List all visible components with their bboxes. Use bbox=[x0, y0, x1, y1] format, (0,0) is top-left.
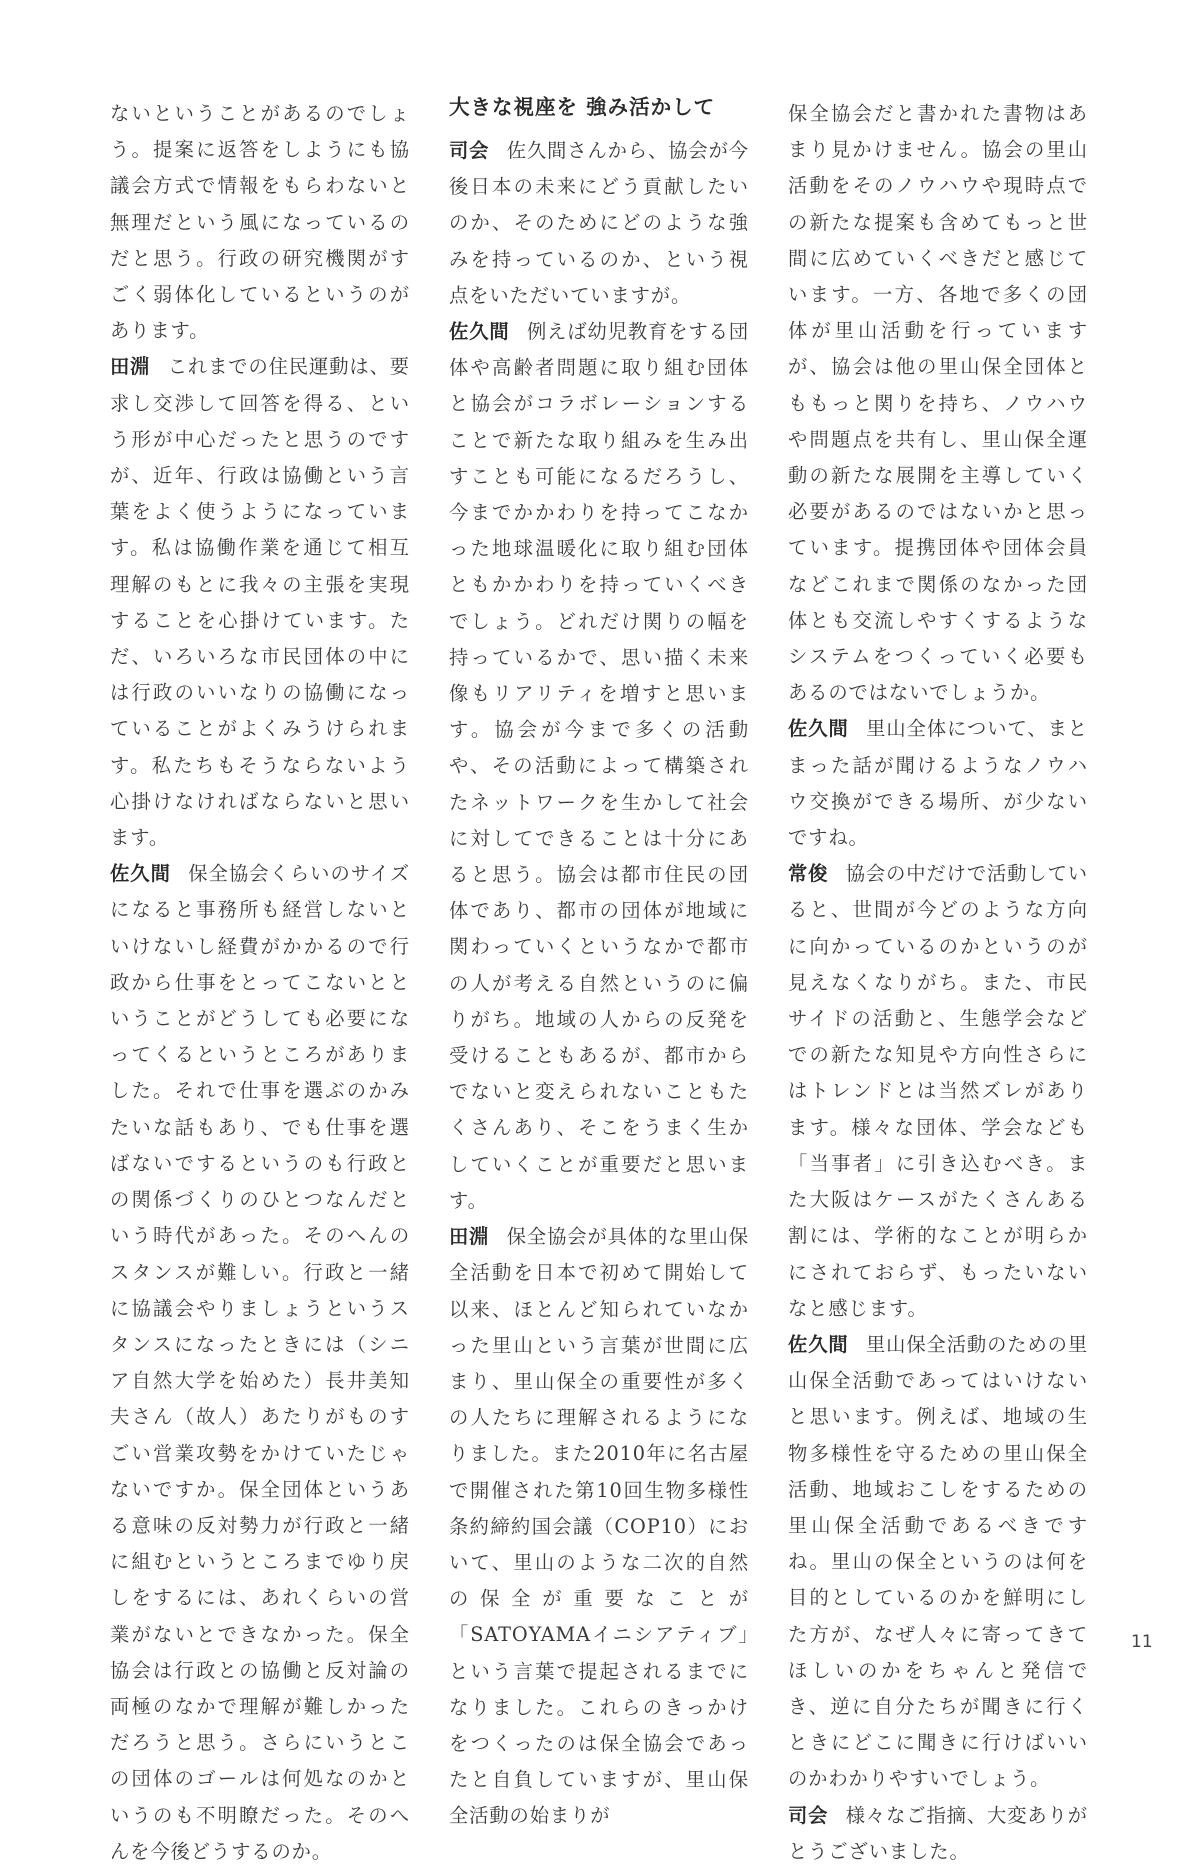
paragraph-text: 保全協会だと書かれた書物はあまり見かけません。協会の里山活動をそのノウハウや現時点での新たな提案も含めてもっと世間に広めていくべきだと感じています。一方、各地で多くの団体が里山活動を行っていますが、協会は他の里山保全団体とももっと関りを持ち、ノウハウや問題点を共有し、里山保全運動の新たな展開を主導していく必要があるのではないかと思っています。提携団体や団体会員などこれまで関係のなかった団体とも交流しやすくするようなシステムをつくっていく必要もあるのではないでしょうか。 bbox=[788, 102, 1088, 705]
paragraph bbox=[449, 314, 749, 1219]
paragraph-text: 佐久間さんから、協会が今後日本の未来にどう貢献したいのか、そのためにどのような強みを持っているのか、という視点をいただいていますが。 bbox=[449, 139, 749, 307]
paragraph bbox=[110, 96, 410, 349]
paragraph bbox=[110, 349, 410, 856]
paragraph-text: 例えば幼児教育をする団体や高齢者問題に取り組む団体と協会がコラボレーションすることで新たな取り組みを生み出すことも可能になるだろうし、今までかかわりを持ってこなかった地球温暖化に取り組む団体ともかかわりを持っていくべきでしょう。どれだけ関りの幅を持っているかで、思い描く未来像もリアリティを増すと思います。協会が今まで多くの活動や、その活動によって構築されたネットワークを生かして社会に対してできることは十分にあると思う。協会は都市住民の団体であり、都市の団体が地域に関わっていくというなかで都市の人が考える自然というのに偏りがち。地域の人からの反発を受けることもあるが、都市からでないと変えられないこともたくさんあり、そこをうまく生かしていくことが重要だと思います。 bbox=[449, 320, 750, 1212]
paragraph-text: 協会の中だけで活動していると、世間が今どのような方向に向かっているのかというのが見えなくなりがち。また、市民サイドの活動と、生態学会などでの新たな知見や方向性さらにはトレンドとは当然ズレがあります。様々な団体、学会なども「当事者」に引き込むべき。また大阪はケースがたくさんある割には、学術的なことが明らかにされておらず、もったいないなと感じます。 bbox=[788, 862, 1088, 1320]
section-heading: 大きな視座を 強み活かして bbox=[449, 95, 716, 119]
paragraph-text: 保全協会が具体的な里山保全活動を日本で初めて開始して以来、ほとんど知られていなかった里山という言葉が世間に広まり、里山保全の重要性が多くの人たちに理解されるようになりました。また2010年に名古屋で開催された第10回生物多様性条約締約国会議（COP10）において、里山のような二次的自然の保全が重要なことが「SATOYAMAイニシアティブ」という言葉で提起されるまでになりました。これらのきっかけをつくったのは保全協会であったと自負していますが、里山保全活動の始まりが bbox=[449, 1225, 749, 1828]
paragraph bbox=[110, 856, 410, 1870]
speaker-name: 佐久間 bbox=[449, 320, 510, 344]
paragraph-text: ないということがあるのでしょう。提案に返答をしようにも協議会方式で情報をもらわないと無理だという風になっているのだと思う。行政の研究機関がすごく弱体化しているというのがあります。 bbox=[110, 102, 410, 343]
speaker-name: 司会 bbox=[449, 139, 490, 162]
paragraph bbox=[788, 1798, 1088, 1870]
page-number: 11 bbox=[1131, 1632, 1153, 1652]
speaker-name: 司会 bbox=[788, 1803, 829, 1827]
speaker-name: 田淵 bbox=[110, 355, 151, 379]
paragraph-text: 里山全体について、まとまった話が聞けるようなノウハウ交換ができる場所、が少ないですね。 bbox=[788, 717, 1088, 850]
text-column-3 bbox=[788, 96, 1088, 1870]
speaker-name: 常俊 bbox=[788, 862, 829, 886]
paragraph bbox=[788, 1327, 1088, 1798]
paragraph bbox=[788, 711, 1088, 856]
speaker-name: 田淵 bbox=[449, 1225, 490, 1249]
paragraph bbox=[449, 1219, 749, 1834]
paragraph-text: これまでの住民運動は、要求し交渉して回答を得る、という形が中心だったと思うのですが、近年、行政は協働という言葉をよく使うようになっています。私は協働作業を通じて相互理解のもとに我々の主張を実現することを心掛けています。ただ、いろいろな市民団体の中には行政のいいなりの協働になっていることがよくみうけられます。私たちもそうならないよう心掛けなければならないと思います。 bbox=[110, 355, 410, 850]
speaker-name: 佐久間 bbox=[788, 1332, 849, 1356]
paragraph bbox=[788, 96, 1088, 711]
paragraph bbox=[788, 856, 1088, 1327]
paragraph-text: 様々なご指摘、大変ありがとうございました。 bbox=[788, 1803, 1088, 1863]
paragraph bbox=[449, 133, 749, 314]
speaker-name: 佐久間 bbox=[788, 717, 849, 741]
text-column-1 bbox=[110, 96, 410, 1870]
paragraph-text: 里山保全活動のための里山保全活動であってはいけないと思います。例えば、地域の生物多様性を守るための里山保全活動、地域おこしをするための里山保全活動であるべきですね。里山の保全というのは何を目的としているのかを鮮明にした方が、なぜ人々に寄ってきてほしいのかをちゃんと発信でき、逆に自分たちが聞きに行くときにどこに聞きに行けばいいのかわかりやすいでしょう。 bbox=[788, 1332, 1089, 1791]
speaker-name: 佐久間 bbox=[110, 862, 171, 886]
paragraph-text: 保全協会くらいのサイズになると事務所も経営しないといけないし経費がかかるので行政から仕事をとってこないとということがどうしても必要になってくるというところがありました。それで仕事を選ぶのかみたいな話もあり、でも仕事を選ばないでするというのも行政との関係づくりのひとつなんだという時代があった。そのへんのスタンスが難しい。行政と一緒に協議会やりましょうというスタンスになったときには（シニア自然大学を始めた）長井美知夫さん（故人）あたりがものすごい営業攻勢をかけていたじゃないですか。保全団体というある意味の反対勢力が行政と一緒に組むというところまでゆり戻しをするには、あれくらいの営業がないとできなかった。保全協会は行政との協働と反対論の両極のなかで理解が難しかっただろうと思う。さらにいうとこの団体のゴールは何処なのかというのも不明瞭だった。そのへんを今後どうするのか。 bbox=[110, 862, 411, 1863]
text-column-2 bbox=[449, 133, 749, 1835]
